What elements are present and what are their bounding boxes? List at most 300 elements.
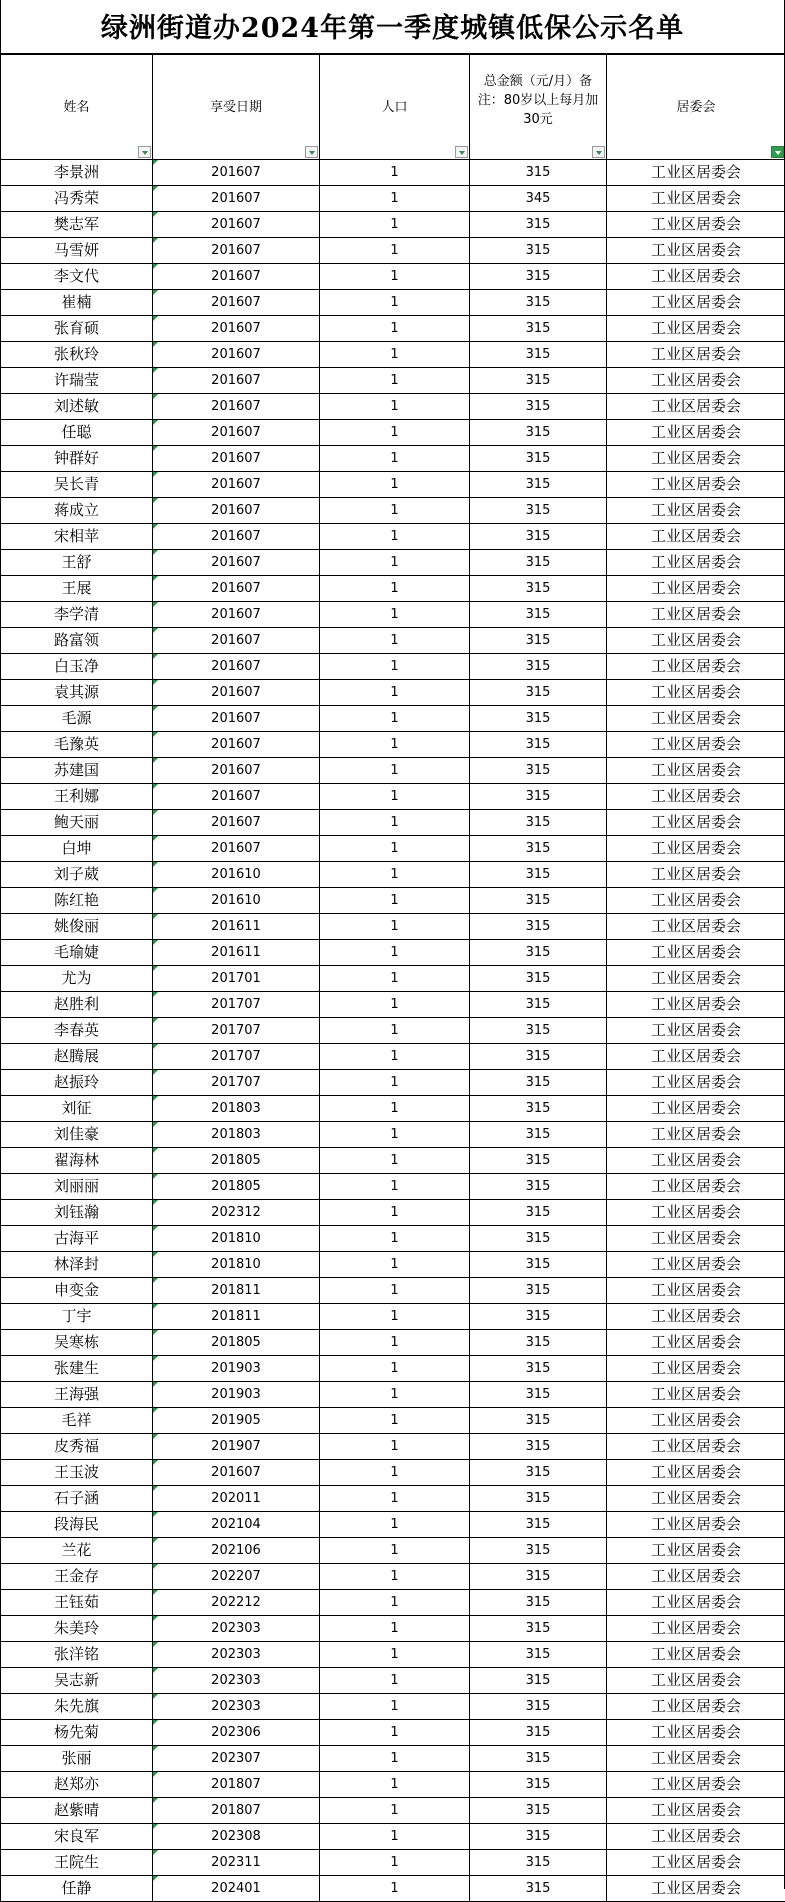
- cell-date[interactable]: 201805: [153, 1174, 320, 1200]
- cell-amount[interactable]: 315: [470, 680, 607, 706]
- cell-committee[interactable]: 工业区居委会: [607, 290, 785, 316]
- cell-amount[interactable]: 345: [470, 186, 607, 212]
- cell-date[interactable]: 202401: [153, 1876, 320, 1902]
- cell-date[interactable]: 201903: [153, 1356, 320, 1382]
- cell-name[interactable]: 王展: [1, 576, 153, 602]
- cell-date[interactable]: 202011: [153, 1486, 320, 1512]
- cell-amount[interactable]: 315: [470, 1356, 607, 1382]
- cell-committee[interactable]: 工业区居委会: [607, 1174, 785, 1200]
- cell-date[interactable]: 201607: [153, 446, 320, 472]
- cell-population[interactable]: 1: [320, 1356, 470, 1382]
- cell-population[interactable]: 1: [320, 264, 470, 290]
- cell-name[interactable]: 鲍天丽: [1, 810, 153, 836]
- cell-date[interactable]: 201807: [153, 1798, 320, 1824]
- cell-population[interactable]: 1: [320, 1226, 470, 1252]
- cell-date[interactable]: 201707: [153, 1070, 320, 1096]
- cell-date[interactable]: 202106: [153, 1538, 320, 1564]
- cell-amount[interactable]: 315: [470, 394, 607, 420]
- cell-date[interactable]: 202307: [153, 1746, 320, 1772]
- cell-amount[interactable]: 315: [470, 1148, 607, 1174]
- cell-population[interactable]: 1: [320, 1278, 470, 1304]
- cell-name[interactable]: 毛瑜婕: [1, 940, 153, 966]
- cell-date[interactable]: 202312: [153, 1200, 320, 1226]
- cell-amount[interactable]: 315: [470, 1486, 607, 1512]
- cell-committee[interactable]: 工业区居委会: [607, 1148, 785, 1174]
- cell-amount[interactable]: 315: [470, 1590, 607, 1616]
- cell-amount[interactable]: 315: [470, 1824, 607, 1850]
- cell-date[interactable]: 202311: [153, 1850, 320, 1876]
- cell-population[interactable]: 1: [320, 1382, 470, 1408]
- cell-name[interactable]: 李春英: [1, 1018, 153, 1044]
- cell-population[interactable]: 1: [320, 1694, 470, 1720]
- cell-population[interactable]: 1: [320, 1330, 470, 1356]
- cell-population[interactable]: 1: [320, 576, 470, 602]
- cell-population[interactable]: 1: [320, 732, 470, 758]
- cell-amount[interactable]: 315: [470, 1434, 607, 1460]
- cell-name[interactable]: 石子涵: [1, 1486, 153, 1512]
- cell-name[interactable]: 朱美玲: [1, 1616, 153, 1642]
- cell-committee[interactable]: 工业区居委会: [607, 706, 785, 732]
- cell-name[interactable]: 宋相苹: [1, 524, 153, 550]
- cell-amount[interactable]: 315: [470, 1772, 607, 1798]
- cell-name[interactable]: 苏建国: [1, 758, 153, 784]
- cell-committee[interactable]: 工业区居委会: [607, 1746, 785, 1772]
- cell-committee[interactable]: 工业区居委会: [607, 368, 785, 394]
- cell-name[interactable]: 丁宇: [1, 1304, 153, 1330]
- cell-committee[interactable]: 工业区居委会: [607, 1694, 785, 1720]
- cell-committee[interactable]: 工业区居委会: [607, 1044, 785, 1070]
- cell-population[interactable]: 1: [320, 186, 470, 212]
- cell-date[interactable]: 201607: [153, 628, 320, 654]
- cell-date[interactable]: 201607: [153, 576, 320, 602]
- cell-date[interactable]: 201810: [153, 1252, 320, 1278]
- cell-date[interactable]: 201607: [153, 524, 320, 550]
- cell-committee[interactable]: 工业区居委会: [607, 576, 785, 602]
- cell-population[interactable]: 1: [320, 394, 470, 420]
- cell-date[interactable]: 201607: [153, 680, 320, 706]
- cell-amount[interactable]: 315: [470, 1460, 607, 1486]
- cell-name[interactable]: 刘征: [1, 1096, 153, 1122]
- cell-date[interactable]: 201811: [153, 1304, 320, 1330]
- cell-committee[interactable]: 工业区居委会: [607, 1278, 785, 1304]
- cell-committee[interactable]: 工业区居委会: [607, 628, 785, 654]
- cell-amount[interactable]: 315: [470, 576, 607, 602]
- cell-date[interactable]: 201607: [153, 1460, 320, 1486]
- cell-date[interactable]: 201607: [153, 160, 320, 186]
- cell-name[interactable]: 任静: [1, 1876, 153, 1902]
- cell-name[interactable]: 宋良军: [1, 1824, 153, 1850]
- cell-population[interactable]: 1: [320, 290, 470, 316]
- cell-amount[interactable]: 315: [470, 628, 607, 654]
- cell-population[interactable]: 1: [320, 1200, 470, 1226]
- cell-population[interactable]: 1: [320, 212, 470, 238]
- cell-population[interactable]: 1: [320, 1486, 470, 1512]
- cell-date[interactable]: 201607: [153, 368, 320, 394]
- cell-name[interactable]: 陈红艳: [1, 888, 153, 914]
- cell-committee[interactable]: 工业区居委会: [607, 1252, 785, 1278]
- cell-amount[interactable]: 315: [470, 1252, 607, 1278]
- cell-population[interactable]: 1: [320, 1720, 470, 1746]
- cell-committee[interactable]: 工业区居委会: [607, 1486, 785, 1512]
- cell-committee[interactable]: 工业区居委会: [607, 524, 785, 550]
- cell-committee[interactable]: 工业区居委会: [607, 966, 785, 992]
- cell-name[interactable]: 王利娜: [1, 784, 153, 810]
- cell-date[interactable]: 201607: [153, 342, 320, 368]
- cell-committee[interactable]: 工业区居委会: [607, 1538, 785, 1564]
- cell-date[interactable]: 201907: [153, 1434, 320, 1460]
- cell-name[interactable]: 林泽封: [1, 1252, 153, 1278]
- cell-date[interactable]: 201607: [153, 394, 320, 420]
- filter-dropdown-icon[interactable]: [592, 146, 605, 158]
- cell-population[interactable]: 1: [320, 1304, 470, 1330]
- cell-amount[interactable]: 315: [470, 342, 607, 368]
- cell-amount[interactable]: 315: [470, 1408, 607, 1434]
- cell-committee[interactable]: 工业区居委会: [607, 186, 785, 212]
- cell-amount[interactable]: 315: [470, 238, 607, 264]
- cell-date[interactable]: 201610: [153, 862, 320, 888]
- cell-amount[interactable]: 315: [470, 290, 607, 316]
- cell-amount[interactable]: 315: [470, 1668, 607, 1694]
- cell-population[interactable]: 1: [320, 1772, 470, 1798]
- cell-population[interactable]: 1: [320, 862, 470, 888]
- cell-population[interactable]: 1: [320, 1148, 470, 1174]
- cell-date[interactable]: 201607: [153, 602, 320, 628]
- cell-committee[interactable]: 工业区居委会: [607, 394, 785, 420]
- cell-date[interactable]: 201707: [153, 1018, 320, 1044]
- cell-date[interactable]: 201607: [153, 810, 320, 836]
- cell-name[interactable]: 路富领: [1, 628, 153, 654]
- cell-committee[interactable]: 工业区居委会: [607, 1720, 785, 1746]
- cell-population[interactable]: 1: [320, 1434, 470, 1460]
- cell-amount[interactable]: 315: [470, 1694, 607, 1720]
- cell-date[interactable]: 201607: [153, 238, 320, 264]
- cell-population[interactable]: 1: [320, 836, 470, 862]
- cell-committee[interactable]: 工业区居委会: [607, 1564, 785, 1590]
- cell-name[interactable]: 张丽: [1, 1746, 153, 1772]
- cell-population[interactable]: 1: [320, 784, 470, 810]
- cell-population[interactable]: 1: [320, 706, 470, 732]
- filter-dropdown-icon[interactable]: [138, 146, 151, 158]
- cell-name[interactable]: 王金存: [1, 1564, 153, 1590]
- cell-name[interactable]: 兰花: [1, 1538, 153, 1564]
- cell-population[interactable]: 1: [320, 758, 470, 784]
- cell-committee[interactable]: 工业区居委会: [607, 1512, 785, 1538]
- cell-committee[interactable]: 工业区居委会: [607, 940, 785, 966]
- cell-population[interactable]: 1: [320, 1512, 470, 1538]
- cell-amount[interactable]: 315: [470, 1798, 607, 1824]
- cell-date[interactable]: 201707: [153, 1044, 320, 1070]
- cell-amount[interactable]: 315: [470, 1720, 607, 1746]
- cell-date[interactable]: 201607: [153, 836, 320, 862]
- cell-name[interactable]: 王舒: [1, 550, 153, 576]
- cell-amount[interactable]: 315: [470, 368, 607, 394]
- cell-date[interactable]: 202104: [153, 1512, 320, 1538]
- cell-amount[interactable]: 315: [470, 1044, 607, 1070]
- cell-amount[interactable]: 315: [470, 1746, 607, 1772]
- cell-name[interactable]: 张建生: [1, 1356, 153, 1382]
- cell-population[interactable]: 1: [320, 1538, 470, 1564]
- cell-name[interactable]: 白玉净: [1, 654, 153, 680]
- cell-population[interactable]: 1: [320, 992, 470, 1018]
- cell-date[interactable]: 201807: [153, 1772, 320, 1798]
- cell-name[interactable]: 王钰茹: [1, 1590, 153, 1616]
- cell-population[interactable]: 1: [320, 368, 470, 394]
- cell-population[interactable]: 1: [320, 1564, 470, 1590]
- cell-date[interactable]: 201611: [153, 914, 320, 940]
- cell-population[interactable]: 1: [320, 550, 470, 576]
- cell-committee[interactable]: 工业区居委会: [607, 212, 785, 238]
- cell-amount[interactable]: 315: [470, 706, 607, 732]
- cell-name[interactable]: 樊志军: [1, 212, 153, 238]
- cell-amount[interactable]: 315: [470, 264, 607, 290]
- cell-amount[interactable]: 315: [470, 1616, 607, 1642]
- cell-committee[interactable]: 工业区居委会: [607, 1642, 785, 1668]
- cell-population[interactable]: 1: [320, 654, 470, 680]
- cell-date[interactable]: 202306: [153, 1720, 320, 1746]
- cell-population[interactable]: 1: [320, 628, 470, 654]
- cell-committee[interactable]: 工业区居委会: [607, 446, 785, 472]
- cell-name[interactable]: 张育硕: [1, 316, 153, 342]
- cell-name[interactable]: 皮秀福: [1, 1434, 153, 1460]
- cell-amount[interactable]: 315: [470, 550, 607, 576]
- cell-population[interactable]: 1: [320, 1824, 470, 1850]
- cell-population[interactable]: 1: [320, 420, 470, 446]
- cell-date[interactable]: 201607: [153, 732, 320, 758]
- cell-amount[interactable]: 315: [470, 784, 607, 810]
- cell-name[interactable]: 赵腾展: [1, 1044, 153, 1070]
- cell-population[interactable]: 1: [320, 238, 470, 264]
- cell-amount[interactable]: 315: [470, 1330, 607, 1356]
- cell-committee[interactable]: 工业区居委会: [607, 420, 785, 446]
- cell-date[interactable]: 201607: [153, 784, 320, 810]
- cell-amount[interactable]: 315: [470, 1538, 607, 1564]
- cell-population[interactable]: 1: [320, 524, 470, 550]
- cell-name[interactable]: 冯秀荣: [1, 186, 153, 212]
- cell-date[interactable]: 201607: [153, 290, 320, 316]
- cell-amount[interactable]: 315: [470, 1278, 607, 1304]
- cell-committee[interactable]: 工业区居委会: [607, 602, 785, 628]
- cell-population[interactable]: 1: [320, 1252, 470, 1278]
- cell-date[interactable]: 201805: [153, 1148, 320, 1174]
- cell-name[interactable]: 毛源: [1, 706, 153, 732]
- cell-date[interactable]: 201607: [153, 212, 320, 238]
- cell-name[interactable]: 崔楠: [1, 290, 153, 316]
- cell-population[interactable]: 1: [320, 1876, 470, 1902]
- filter-dropdown-icon[interactable]: [455, 146, 468, 158]
- filter-active-icon[interactable]: [771, 146, 784, 158]
- cell-committee[interactable]: 工业区居委会: [607, 316, 785, 342]
- cell-committee[interactable]: 工业区居委会: [607, 888, 785, 914]
- cell-amount[interactable]: 315: [470, 914, 607, 940]
- cell-amount[interactable]: 315: [470, 1070, 607, 1096]
- filter-dropdown-icon[interactable]: [305, 146, 318, 158]
- cell-name[interactable]: 姚俊丽: [1, 914, 153, 940]
- cell-name[interactable]: 张秋玲: [1, 342, 153, 368]
- cell-committee[interactable]: 工业区居委会: [607, 264, 785, 290]
- cell-amount[interactable]: 315: [470, 758, 607, 784]
- cell-name[interactable]: 吴长青: [1, 472, 153, 498]
- cell-committee[interactable]: 工业区居委会: [607, 160, 785, 186]
- cell-committee[interactable]: 工业区居委会: [607, 810, 785, 836]
- cell-name[interactable]: 赵胜利: [1, 992, 153, 1018]
- cell-committee[interactable]: 工业区居委会: [607, 1408, 785, 1434]
- cell-name[interactable]: 刘钰瀚: [1, 1200, 153, 1226]
- cell-date[interactable]: 201607: [153, 264, 320, 290]
- cell-committee[interactable]: 工业区居委会: [607, 862, 785, 888]
- cell-population[interactable]: 1: [320, 966, 470, 992]
- cell-population[interactable]: 1: [320, 1850, 470, 1876]
- cell-name[interactable]: 杨先菊: [1, 1720, 153, 1746]
- cell-date[interactable]: 201707: [153, 992, 320, 1018]
- cell-population[interactable]: 1: [320, 1018, 470, 1044]
- cell-population[interactable]: 1: [320, 160, 470, 186]
- cell-name[interactable]: 李景洲: [1, 160, 153, 186]
- cell-committee[interactable]: 工业区居委会: [607, 1772, 785, 1798]
- cell-committee[interactable]: 工业区居委会: [607, 1304, 785, 1330]
- cell-date[interactable]: 201607: [153, 186, 320, 212]
- cell-amount[interactable]: 315: [470, 992, 607, 1018]
- cell-committee[interactable]: 工业区居委会: [607, 992, 785, 1018]
- cell-name[interactable]: 任聪: [1, 420, 153, 446]
- cell-name[interactable]: 李学清: [1, 602, 153, 628]
- cell-date[interactable]: 201607: [153, 498, 320, 524]
- cell-population[interactable]: 1: [320, 1096, 470, 1122]
- cell-name[interactable]: 袁其源: [1, 680, 153, 706]
- cell-name[interactable]: 尤为: [1, 966, 153, 992]
- cell-name[interactable]: 刘佳豪: [1, 1122, 153, 1148]
- cell-amount[interactable]: 315: [470, 888, 607, 914]
- cell-population[interactable]: 1: [320, 602, 470, 628]
- cell-committee[interactable]: 工业区居委会: [607, 914, 785, 940]
- cell-population[interactable]: 1: [320, 1746, 470, 1772]
- cell-population[interactable]: 1: [320, 1174, 470, 1200]
- cell-population[interactable]: 1: [320, 342, 470, 368]
- cell-name[interactable]: 李文代: [1, 264, 153, 290]
- cell-committee[interactable]: 工业区居委会: [607, 1824, 785, 1850]
- cell-name[interactable]: 刘子葳: [1, 862, 153, 888]
- cell-name[interactable]: 张洋铭: [1, 1642, 153, 1668]
- cell-date[interactable]: 201903: [153, 1382, 320, 1408]
- cell-committee[interactable]: 工业区居委会: [607, 1850, 785, 1876]
- cell-name[interactable]: 毛祥: [1, 1408, 153, 1434]
- cell-committee[interactable]: 工业区居委会: [607, 784, 785, 810]
- cell-date[interactable]: 202303: [153, 1694, 320, 1720]
- cell-name[interactable]: 王玉波: [1, 1460, 153, 1486]
- cell-date[interactable]: 202303: [153, 1668, 320, 1694]
- cell-amount[interactable]: 315: [470, 1122, 607, 1148]
- cell-amount[interactable]: 315: [470, 1512, 607, 1538]
- cell-population[interactable]: 1: [320, 1590, 470, 1616]
- cell-date[interactable]: 201811: [153, 1278, 320, 1304]
- cell-amount[interactable]: 315: [470, 654, 607, 680]
- cell-population[interactable]: 1: [320, 1070, 470, 1096]
- cell-amount[interactable]: 315: [470, 1876, 607, 1902]
- cell-date[interactable]: 201803: [153, 1122, 320, 1148]
- cell-name[interactable]: 翟海林: [1, 1148, 153, 1174]
- cell-name[interactable]: 赵郑亦: [1, 1772, 153, 1798]
- cell-date[interactable]: 201610: [153, 888, 320, 914]
- cell-name[interactable]: 申变金: [1, 1278, 153, 1304]
- cell-committee[interactable]: 工业区居委会: [607, 1382, 785, 1408]
- cell-amount[interactable]: 315: [470, 1226, 607, 1252]
- cell-amount[interactable]: 315: [470, 446, 607, 472]
- cell-amount[interactable]: 315: [470, 1200, 607, 1226]
- cell-amount[interactable]: 315: [470, 160, 607, 186]
- cell-name[interactable]: 毛豫英: [1, 732, 153, 758]
- cell-name[interactable]: 段海民: [1, 1512, 153, 1538]
- cell-population[interactable]: 1: [320, 472, 470, 498]
- cell-amount[interactable]: 315: [470, 1304, 607, 1330]
- cell-amount[interactable]: 315: [470, 472, 607, 498]
- cell-name[interactable]: 刘丽丽: [1, 1174, 153, 1200]
- cell-committee[interactable]: 工业区居委会: [607, 1018, 785, 1044]
- cell-committee[interactable]: 工业区居委会: [607, 238, 785, 264]
- cell-amount[interactable]: 315: [470, 212, 607, 238]
- cell-amount[interactable]: 315: [470, 420, 607, 446]
- cell-amount[interactable]: 315: [470, 732, 607, 758]
- cell-committee[interactable]: 工业区居委会: [607, 680, 785, 706]
- cell-name[interactable]: 白坤: [1, 836, 153, 862]
- cell-population[interactable]: 1: [320, 888, 470, 914]
- cell-population[interactable]: 1: [320, 1460, 470, 1486]
- cell-amount[interactable]: 315: [470, 1564, 607, 1590]
- cell-population[interactable]: 1: [320, 1668, 470, 1694]
- cell-amount[interactable]: 315: [470, 524, 607, 550]
- cell-committee[interactable]: 工业区居委会: [607, 1434, 785, 1460]
- cell-name[interactable]: 吴寒栋: [1, 1330, 153, 1356]
- cell-committee[interactable]: 工业区居委会: [607, 732, 785, 758]
- cell-committee[interactable]: 工业区居委会: [607, 654, 785, 680]
- cell-committee[interactable]: 工业区居委会: [607, 836, 785, 862]
- cell-amount[interactable]: 315: [470, 1174, 607, 1200]
- cell-committee[interactable]: 工业区居委会: [607, 1200, 785, 1226]
- cell-committee[interactable]: 工业区居委会: [607, 1798, 785, 1824]
- cell-date[interactable]: 202308: [153, 1824, 320, 1850]
- cell-date[interactable]: 201607: [153, 706, 320, 732]
- cell-name[interactable]: 赵紫晴: [1, 1798, 153, 1824]
- cell-committee[interactable]: 工业区居委会: [607, 1122, 785, 1148]
- cell-date[interactable]: 201607: [153, 472, 320, 498]
- cell-amount[interactable]: 315: [470, 1018, 607, 1044]
- cell-date[interactable]: 201701: [153, 966, 320, 992]
- cell-name[interactable]: 马雪妍: [1, 238, 153, 264]
- cell-population[interactable]: 1: [320, 680, 470, 706]
- cell-date[interactable]: 201607: [153, 316, 320, 342]
- cell-name[interactable]: 王海强: [1, 1382, 153, 1408]
- cell-date[interactable]: 201810: [153, 1226, 320, 1252]
- cell-name[interactable]: 许瑞莹: [1, 368, 153, 394]
- cell-population[interactable]: 1: [320, 1616, 470, 1642]
- cell-population[interactable]: 1: [320, 498, 470, 524]
- cell-population[interactable]: 1: [320, 446, 470, 472]
- cell-committee[interactable]: 工业区居委会: [607, 472, 785, 498]
- cell-committee[interactable]: 工业区居委会: [607, 1460, 785, 1486]
- cell-name[interactable]: 吴志新: [1, 1668, 153, 1694]
- cell-committee[interactable]: 工业区居委会: [607, 1616, 785, 1642]
- cell-amount[interactable]: 315: [470, 1382, 607, 1408]
- cell-date[interactable]: 201805: [153, 1330, 320, 1356]
- cell-date[interactable]: 201607: [153, 654, 320, 680]
- cell-date[interactable]: 201905: [153, 1408, 320, 1434]
- cell-amount[interactable]: 315: [470, 862, 607, 888]
- cell-committee[interactable]: 工业区居委会: [607, 342, 785, 368]
- cell-date[interactable]: 202207: [153, 1564, 320, 1590]
- cell-amount[interactable]: 315: [470, 316, 607, 342]
- cell-amount[interactable]: 315: [470, 1096, 607, 1122]
- cell-name[interactable]: 古海平: [1, 1226, 153, 1252]
- cell-committee[interactable]: 工业区居委会: [607, 1330, 785, 1356]
- cell-population[interactable]: 1: [320, 1408, 470, 1434]
